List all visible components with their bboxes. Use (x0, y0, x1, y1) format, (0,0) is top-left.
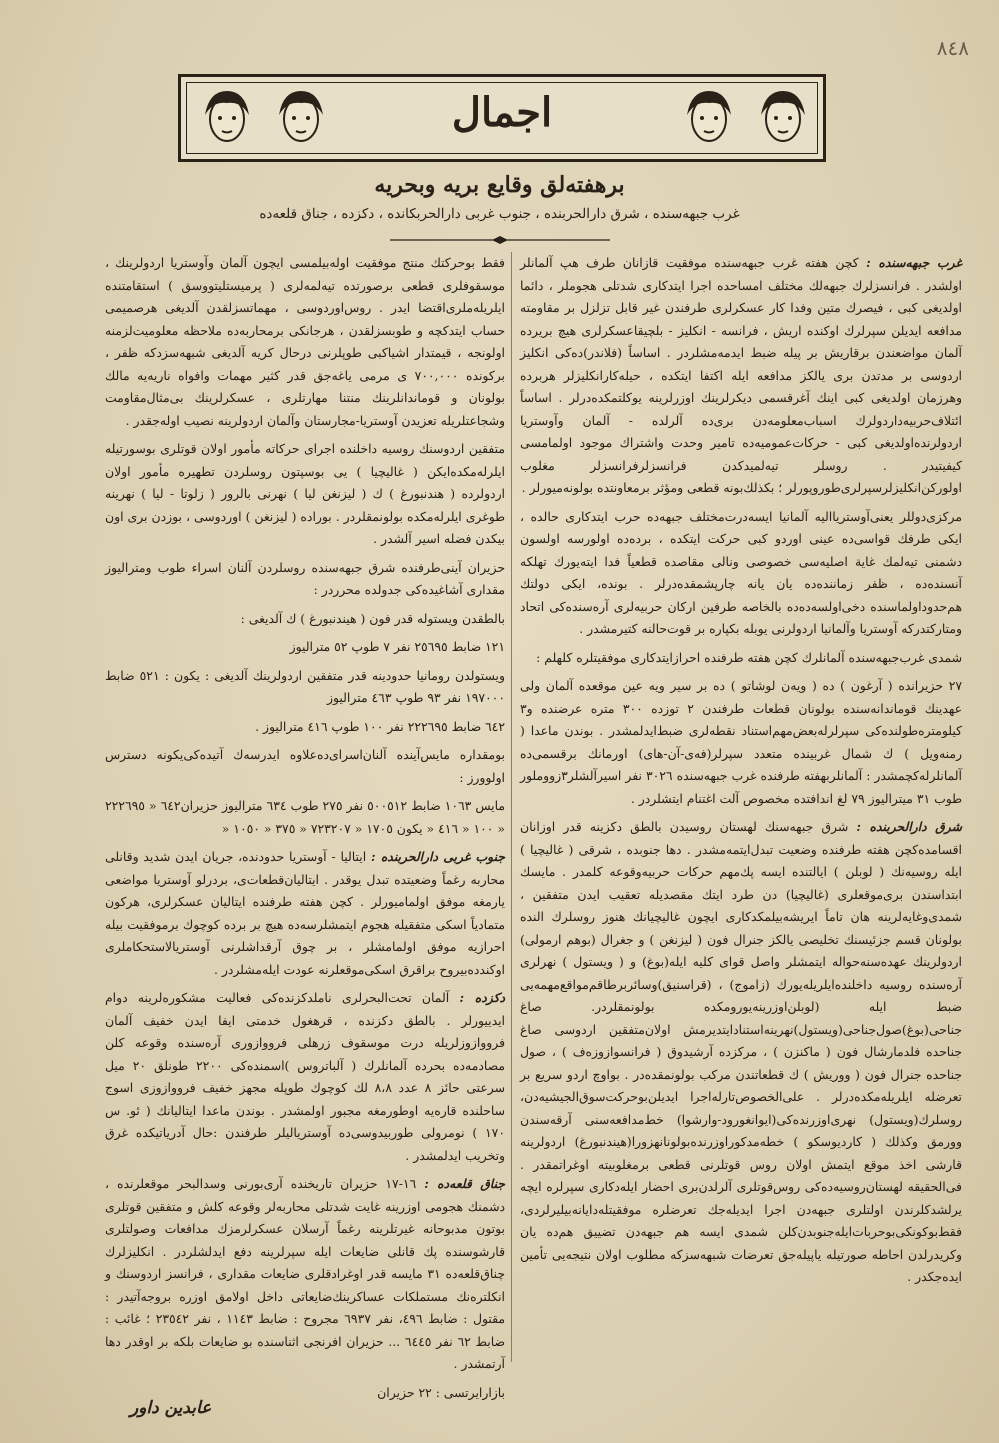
paragraph-text: ویستولدن رومانیا حدودینه قدر متفقین اردولرینك آلدیغی : یکون : ٥٢١ ضابط ١٩٧٠٠٠ نفر ٩٣ طوپ ٤٦٣ مترالیوز (105, 667, 505, 705)
paragraph (105, 608, 505, 631)
paragraph (105, 987, 505, 1167)
paragraph-text: ایتالیا - آوستریا حدودنده، جریان ایدن شدید وقانلی محاربه رغماً وضعیتده تبدل یوقدر . ایتالیان‌قطعات‌ی، بردرلو آوستریا مواضعی یارمغه موفق اولمامیورلر . کچن هفته طرفنده ایتالیان عسکرلری، هرکون متمادیاً اسکی متفقیله هجوم ایتمشلرسه‌ده هیچ بر برده کوچوك برموفقیت بیله احرازیه موفق اولمامشلر ، بر چوق آرقداشلرنی آوستریالاستحکاملری اوکندده‌بیروح براقرق اسکی‌موقعلرنه عودت ایله‌مشلردر . (105, 849, 505, 977)
article-subheadline: غرب جبهه‌سنده ، شرق دارالحربنده ، جنوب غربی دارالحربکانده ، دکزده ، جناق قلعه‌ده (259, 206, 740, 222)
page-number: ٨٤٨ (936, 36, 969, 60)
paragraph (105, 744, 505, 789)
paragraph-text: ٢٧ حزیرانده ( آرغون ) ده ( ویه‌ن لوشاتو ) ده بر سیر ویه عین موقعده آلمان ولی عهدینك قوماندانه‌سنده بولونان قطعات طرفندن ٢ توزده ٣٠٠ متره عرضنده و٣ کیلومتره‌طولنده‌کی سپرلرله‌بعض‌مهم‌استناد نقطه‌لری ضبط‌ایدلمشدر . بوندن ماعدا ( رمنه‌ویل ) ك شمال غربینده متعدد سپرلر(فه‌ی-آن-های) اورمانك برقسمی‌ده آلمانلرله‌کچمشدر : آلمانلر‌بهفته طرفنده غرب جبهه‌سنده ٣٠٢٦ نفر اسیرآلشلر٣زووملور طوب ٣١ میترالیوز ٧٩ لغ اندافتده مخصوص آلت اغتنام ایتشلردر . (520, 678, 962, 806)
paragraph-text: ١٢١ ضابط ٢٥٦٩٥ نفر ٧ طوپ ٥٢ مترالیوز (289, 639, 505, 654)
paragraph-text: حزیران آینی‌طرفنده شرق جبهه‌سنده روسلردن آلنان اسراء طوب ومترالیوز مقداری آشاغیده‌کی جدولده محرردر : (105, 559, 505, 597)
section-subheading: شرق دارالحربنده : (856, 819, 962, 834)
paragraph-text: متفقین اردوسنك روسیه داخلنده اجرای حرکاته مأمور اولان قوتلری بوسورتیله ایلرله‌مکده‌ایکن ( غالیچیا ) یی بوسپتون روسلردن تطهیره مأمور اولان اردولرده ( هندنبورغ ) ك ( لیزنغن لیا ) نهرنی بالرور ( زلوتا - لیا ) نهرینه طوغری ایلرله‌مکده بولونمقلردر . بوراده ( لیزنغن ) اوردوسی ، بوزدن بری اون بیکدن فضله اسیر آلشدر . (105, 441, 505, 546)
paragraph-text: ١٦-١٧ حزیران تاریخنده آری‌بورنی وسدالبحر موقعلرنده ، دشمنك هجومی اوزرینه غایت شدتلی محاربه‌لر وقوعه کلش و متفقین قوتلری بوتون مدبوحانه غیرتلرینه رغماً آرسلان عسکرلرمزك مدافعات وصولتلری قارشوسنده پك قانلی ضایعات ایله سپرلرینه دفع ایدلشلردر . انکلیزلرك چناق‌قلعه‌ده ٣١ مایسه قدر اوغرادقلری ضایعات مقداری ، فرانسز اردوسنك و انکلتره‌نك مستملکات عساکرینك‌ضایعاتی داخل اولامق اوزره بروجه‌آتیدر : مقتول : ضابط ٤٩٦، نفر ٦٩٣٧ مجروح : ضابط ١١٤٣ ، نفر ٢٣٥٤٢ ؛ غائب : ضابط ٦٢ نفر ٦٤٤٥ ... حزیران افرنجی اثناسنده بو ضایعات بلکه بر اوقدر دها آرتمشدر . (105, 1176, 505, 1371)
ornamental-divider-icon (380, 236, 620, 244)
paragraph (105, 846, 505, 981)
paragraph (520, 647, 962, 670)
paragraph (520, 506, 962, 641)
paragraph (105, 795, 505, 840)
paragraph-text: بازارایرتسی : ٢٢ حزیران (377, 1384, 505, 1400)
paragraph-text: بالطقدن ویستوله قدر فون ( هیندنبورغ ) ك آلدیغی : (240, 610, 505, 626)
paragraph (105, 1173, 505, 1376)
section-subheading: جناق قلعه‌ده : (424, 1176, 505, 1191)
paragraph-text: فقط بوحرکتك منتج موفقیت اوله‌بیلمسی ایچون آلمان وآوستریا اردولرینك ، موسقوفلری قطعی برصورتده تیه‌لمه‌لری ( پرمیستلیتووسق ) استقامتنده ایلریله‌ملری‌اقتضا ایدر . روس‌اوردوسی ، مهماتسزلقدن آلدیغی هرصمیمی حساب ایتدکچه و طوبسزلقدن ، هرجانکی برمحاربه‌ده ملاحظه معلومیت‌لزمنه‌ اولونجه ، قیمتدار اشیاکبی طوپلرنی درحال کریه آلدیغی شبهه‌سزدکه ظفر ، برکونده ٧٠٠,٠٠٠ ی مرمی یاغه‌جق قدر کثیر مهمات وافواه ناریه‌یه مالك بولونان و قوماندانلرینك منتنا مهارتلری ، عسکرلرینك بی‌مثال‌مقاومت وشجاعتلریله تعزیدن آوستریا-مجارستان وآلمان اردولرینه نصیب اوله‌جقدر . (105, 255, 505, 428)
paragraph (105, 665, 505, 710)
paragraph-text: کچن هفته غرب جبهه‌سنده موفقیت قازانان طرف هپ آلمانلر اولشدر . فرانسزلرك جبهه‌لك مختلف امساحده اجرا ایتدکاری شدتلی هجوملر ، دائما اولدیغی کبی ، فیصرك متین وفدا کار عسکرلری طرفندن غیر قابل تزلزل بر مقاومته مدافعه ایدیلن سپرلرك اوکنده اریش ، فرانسه - انکلیز - بلچیقاعسکرلری هیچ بریرده آلمان مواضعندن برقاریش بر پیله ضبط ایدمه‌مشلردر . اساساً (فلاندر)ده‌کی انکلیز اردوسی بر مدتدن بری یالکز مدافعه ایله اکتفا ایتکده ، حیله‌کارانکلیزلر هربرده وهرزمان اولدیغی کبی اینك آغرقسمی دیکرلرینك اوزرلرینه یوکلتمکده‌درلر . اساساً ائتلاف‌حربیه‌دار‌دولرك اسباب‌معلومه‌دن بری‌ده آلرلده - آلمان وآوستریا اردولرنده‌اولدیغی کبی - حرکات‌عمومیه‌ده تامیر وحدت واشتراك موجود اولمامسی کیفیتیدر . روسلر تیه‌لمیدکدن فرانسزلرفرانسزلر مغلوب اولورکن‌انکلیزلرسپرلری‌طوروپورلر ؛ بکذلك‌بونه قطعی ومؤثر برمعاونتده بولونه‌میورلر . (520, 255, 962, 495)
paragraph (520, 816, 962, 1289)
paragraph (105, 557, 505, 602)
section-subheading: غرب جبهه‌سنده : (866, 255, 962, 270)
paragraph (520, 675, 962, 810)
paragraph (105, 636, 505, 659)
section-subheading: دکزده : (459, 990, 505, 1005)
author-signature: عابدین داور (130, 1398, 212, 1418)
paragraph-text: شرق جبهه‌سنك لهستان روسیدن بالطق دکزینه قدر اوزانان اقسامده‌کچن هفته طرفنده وضعیت تبدل‌ایتمه‌مشدر . دها جنوبده ، شرقی ( غالیچیا ) ایله روسیه‌نك ( لوبلن ) ایالتنده ایسه پك‌مهم حرکات حربیه‌وقوعه کلمدر . مایسك ابتداسندن بری‌موقعلری (غالیچیا) دن طرد ایتك مقصدیله تعقیب ایدن متفقین ، شمدی‌وغایه‌لرینه‌ هان تاماً ایریشه‌بیلمکدکاری ایچون غالیچیانك هنوز روسلرك الندە بولونان قسم جزئیسنك تخلیصی یالکز جنرال فون ( لیزنغن ) و جغرال (بوهم ارمولی) اردولرینك عهده‌سنه‌حواله ایتمشلر واصل قوای کلیه ایله(بوغ) و ( ویستول ) نهرلری آره‌سنده روسیه داخلنده‌ایلریله‌یورك (زاموج) ، (قراسنیق)وسائربرطاقم‌مواقع‌مهمه‌یی ضبط ایله (لوبلن‌اوزرینه‌یورومکده بولونمقلردر. صاغ جناحی(بوغ)صول‌جناحی(ویستول)نهرینه‌استناد‌ایتدیرمش اولان‌متفقین اردوسی صاغ جناحده فلدمارشال فون ( ماکنزن ) ، مرکزده آرشیدوق ( فرانسوازوزه‌ف ) ، صول جناحده جنرال فون ( ووریش ) ك قطعاتندن مرکب بولونمقده‌در . بواوچ اردو سریع بر تعرضله ایلریله‌مکده‌درلر . علی‌الخصوص‌تارله‌اجرا ایدیلن‌بوحرکت‌سوق‌الجیشیه‌دن، روسلرك(ویستول) نهری‌اوزرنده‌کی(ایوانغورود-وارشوا) خط‌مدافعه‌سنی آرقه‌سندن وورمق وکذلك ( کاردیوسکو ) خطه‌مدکوراوزرنده‌بولونانهزورا(هیندنبورغ) اردولرینه قارشی اخذ موقع ایتمش اولان روس قوتلرنی قطعی برمغلوبیته اوغراتمقدر . فی‌الحقیقه لهستان‌روسیه‌ده‌کی روس‌قوتلری آلرلدن‌بری احضار ایله‌دکاری سپرلره ایچه یرلشدکلرندن اولتلری جبهه‌دن اجرا ایدیله‌جك تعرضلره موفقیتله‌دایانه‌بیلیرلردی، فقط‌بوکونکی‌بوحربات‌ایله‌جنوبدن‌کلن شمدی ایسه هم جبهه‌دن تضییق هم‌ده یان وکریدرلدن احاطه صورتیله یاپیله‌جق تعرضات شبهه‌سزکه مطلوب اولان نتیجه‌یی تأمین ایده‌جکدر . (520, 819, 962, 1284)
section-title: اجمال (451, 89, 553, 136)
paragraph-text: آلمان تحت‌البحرلری ناملدکزنده‌کی فعالیت مشکوره‌لرینه دوام ایدییورلر . بالطق دکزنده ، قرهغول خدمتی ایفا ایدن خفیف آلمان فرووازوزلریله درت موسقوف زرهلی فرووازوری آره‌سنده وقوعه کلن مصادمه‌ده بحرده آلمانلرك ( آلباتروس )اسمنده‌کی ٢٢٠٠ طونلق ٢٠ میل سرعتی حائز ٨ عدد ٨،٨ لك کوچوك طوپله مجهز خفیف فرووازوزی اسوج ساحلنده قاره‌یه اوطورمغه مجبور اولمشدر . بوندن ماعدا ایتالیانك ( ئو. س ١٧٠ ) نومرولی طوربیدوسی‌ده آوستریالیلر طرفندن :حال آدریاتیکده غرق وتخریب ایدلمشدر . (105, 990, 506, 1163)
paragraph (105, 716, 505, 739)
paragraph (105, 252, 505, 432)
section-subheading: جنوب غربی دارالحربنده : (371, 849, 505, 864)
paragraph-text: مایس ١٠٦٣ ضابط ٥٠٠٥١٢ نفر ٢٧٥ طوب ٦٣٤ مترالیوز حزیران٦٤٢ « ٢٢٢٦٩٥ « ١٠٠ « ٤١٦ « یکون ١٧٠٥ « ٧٢٣٢٠٧ « ٣٧٥ « ١٠٥٠ « (105, 798, 505, 836)
paragraph (105, 438, 505, 551)
paragraph-text: ٦٤٢ ضابط ٢٢٢٦٩٥ نفر ١٠٠ طوپ ٤١٦ مترالیوز . (255, 718, 505, 734)
left-column (105, 252, 506, 1400)
paragraph-text: مرکزی‌دوللر یعنی‌آوستریاالیه آلمانیا ایسه‌درت‌مختلف جبهه‌ده حرب ایتدکاری حالده ، ایکی طرفك قواسی‌ده عینی اوردو کبی حرکت ایتکده ، برده‌ده اولورسه اولسون دشمنی تیه‌لمك غایة اصلیه‌سی خصوصی ونالی مقاصده قطعیاً فدا ایته‌یورك تهلکه آنسنده‌ده ، ظفر زماننده‌ده یان یانه چارپشمقده‌درلر . بونده، ایکی دولتك هم‌حدوداولماسنده دخی‌اولسه‌ده‌ده بالخاصه طرفین ارکان حربیه‌لری آره‌سنده‌کی اتحاد ومتارکتدرکه آوستریا وآلمانیا اردولرنی یوبله بکپاره بر قوت‌حالنه کتیرمشدر . (520, 508, 962, 636)
section-banner (178, 74, 826, 162)
paragraph-text: شمدی غرب‌جبهه‌سنده آلمانلرك کچن هفته طرفنده احرازایتدکاری موفقیتلره کلهلم : (536, 649, 962, 665)
article-headline: برهفته‌لق وقایع بریه وبحریه (374, 172, 625, 198)
column-rule (511, 252, 512, 1362)
right-column (520, 252, 962, 1382)
paragraph (520, 252, 962, 500)
paragraph-text: بومقداره مایس‌آینده آلنان‌اسرای‌ده‌علاوه ایدرسه‌ك آتیده‌کی‌یکونه دسترس اولوورز : (105, 747, 505, 785)
